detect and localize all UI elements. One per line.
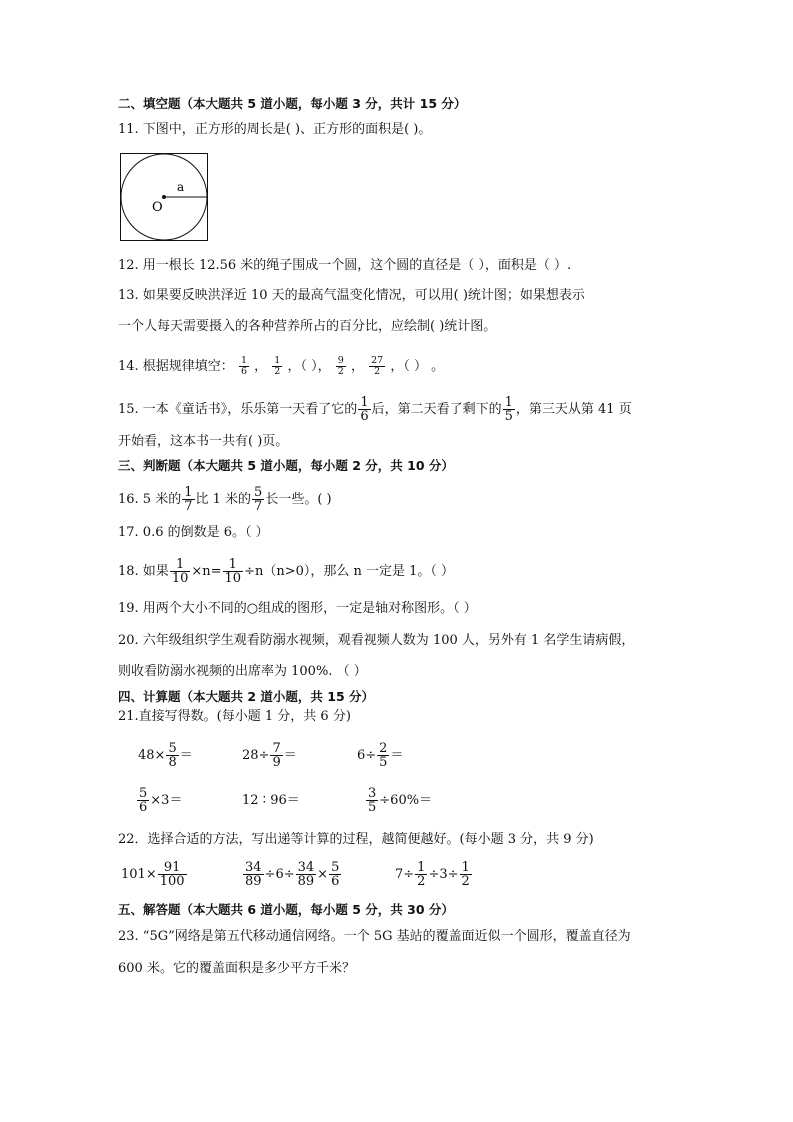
fraction: $\frac{1}{2}$ xyxy=(417,860,426,889)
center-label: O xyxy=(152,200,163,215)
question-22: 22．选择合适的方法，写出递等计算的过程，越简便越好。(每小题 3 分，共 9 分) xyxy=(118,832,594,847)
q22-item-c: 7÷ $\frac{1}{2}$ ÷3÷ $\frac{1}{2}$ xyxy=(395,860,470,889)
section-4-title: 四、计算题（本大题共 2 道小题，共 15 分） xyxy=(118,689,375,704)
fraction: $\frac{1}{6}$ xyxy=(240,355,247,377)
question-12: 12. 用一根长 12.56 米的绳子围成一个圆，这个圆的直径是（ ），面积是（ ）. xyxy=(118,258,572,273)
question-15-line1: 15. 一本《童话书》，乐乐第一天看了它的 $\frac{1}{6}$ 后，第二天看了剩下的 $\frac{1}{5}$ ，第三天从第 41 页 xyxy=(118,395,632,424)
center-dot xyxy=(162,195,166,199)
fraction: $\frac{5}{6}$ xyxy=(331,860,340,889)
q14-blank: ，（ ）， xyxy=(287,359,331,374)
fraction: $\frac{1}{6}$ xyxy=(360,395,369,424)
fraction: $\frac{1}{2}$ xyxy=(274,355,281,377)
question-13-line1: 13. 如果要反映洪泽近 10 天的最高气温变化情况，可以用( )统计图；如果想表示 xyxy=(118,288,585,303)
question-18: 18. 如果 $\frac{1}{10}$ ×n= $\frac{1}{10}$ ÷n（n>0），那么 n 一定是 1。（ ） xyxy=(118,557,455,586)
section-5-title: 五、解答题（本大题共 6 道小题，每小题 5 分，共 30 分） xyxy=(118,902,454,917)
question-20-line2: 则收看防溺水视频的出席率为 100%. （ ） xyxy=(118,664,367,679)
q21-item-b: 28÷ $\frac{7}{9}$ ＝ xyxy=(242,741,297,770)
fraction: $\frac{91}{100}$ xyxy=(159,860,185,889)
q21-item-e: 12 ∶ 96＝ xyxy=(242,793,300,808)
q22-item-b: $\frac{34}{89}$ ÷6÷ $\frac{34}{89}$ × $\frac{5}{6}$ xyxy=(245,860,340,889)
fraction: $\frac{27}{2}$ xyxy=(371,355,384,377)
q21-item-a: 48× $\frac{5}{8}$ ＝ xyxy=(138,741,193,770)
fraction: $\frac{1}{10}$ xyxy=(171,557,189,586)
fraction: $\frac{34}{89}$ xyxy=(245,860,262,889)
q21-item-f: $\frac{3}{5}$ ÷60%＝ xyxy=(368,786,433,815)
fraction: $\frac{5}{6}$ xyxy=(139,786,148,815)
question-21: 21.直接写得数。(每小题 1 分，共 6 分) xyxy=(118,709,351,724)
question-19: 19. 用两个大小不同的○组成的图形，一定是轴对称图形。（ ） xyxy=(118,601,477,616)
section-3-title: 三、判断题（本大题共 5 道小题，每小题 2 分，共 10 分） xyxy=(118,458,454,473)
fraction: $\frac{1}{5}$ xyxy=(504,395,513,424)
square-circle-figure xyxy=(120,153,208,241)
question-20-line1: 20. 六年级组织学生观看防溺水视频，观看视频人数为 100 人，另外有 1 名学生请病假， xyxy=(118,633,635,648)
q21-item-d: $\frac{5}{6}$ ×3＝ xyxy=(139,786,183,815)
fraction: $\frac{3}{5}$ xyxy=(368,786,377,815)
question-17: 17. 0.6 的倒数是 6。（ ） xyxy=(118,525,269,540)
fraction: $\frac{2}{5}$ xyxy=(379,741,388,770)
question-15-line2: 开始看，这本书一共有( )页。 xyxy=(118,434,289,449)
fraction: $\frac{9}{2}$ xyxy=(337,355,344,377)
section-2-title: 二、填空题（本大题共 5 道小题，每小题 3 分，共计 15 分） xyxy=(118,96,467,111)
q22-item-a: 101× $\frac{91}{100}$ xyxy=(121,860,185,889)
question-11: 11. 下图中，正方形的周长是( )、正方形的面积是( )。 xyxy=(118,122,432,137)
question-23-line2: 600 米。它的覆盖面积是多少平方千米？ xyxy=(118,961,355,976)
fraction: $\frac{7}{9}$ xyxy=(272,741,281,770)
fraction: $\frac{5}{8}$ xyxy=(168,741,177,770)
question-14: 14. 根据规律填空： $\frac{1}{6}$ ， $\frac{1}{2}$ ，（ ）， $\frac{9}{2}$ ， $\frac{27}{2}$ ，（ ） 。 xyxy=(118,355,445,377)
fraction: $\frac{1}{10}$ xyxy=(224,557,242,586)
fraction: $\frac{1}{2}$ xyxy=(461,860,470,889)
q14-suffix: ，（ ） 。 xyxy=(390,359,445,374)
radius-label: a xyxy=(177,180,185,194)
question-13-line2: 一个人每天需要摄入的各种营养所占的百分比，应绘制( )统计图。 xyxy=(118,319,497,334)
fraction: $\frac{5}{7}$ xyxy=(254,485,263,514)
fraction: $\frac{1}{7}$ xyxy=(184,485,193,514)
question-16: 16. 5 米的 $\frac{1}{7}$ 比 1 米的 $\frac{5}{7}$ 长一些。( ) xyxy=(118,485,332,514)
fraction: $\frac{34}{89}$ xyxy=(297,860,315,889)
question-23-line1: 23. “5G”网络是第五代移动通信网络。一个 5G 基站的覆盖面近似一个圆形，覆盖直径为 xyxy=(118,929,631,944)
q14-prefix: 14. 根据规律填空： xyxy=(118,359,234,374)
q21-item-c: 6÷ $\frac{2}{5}$ ＝ xyxy=(357,741,404,770)
